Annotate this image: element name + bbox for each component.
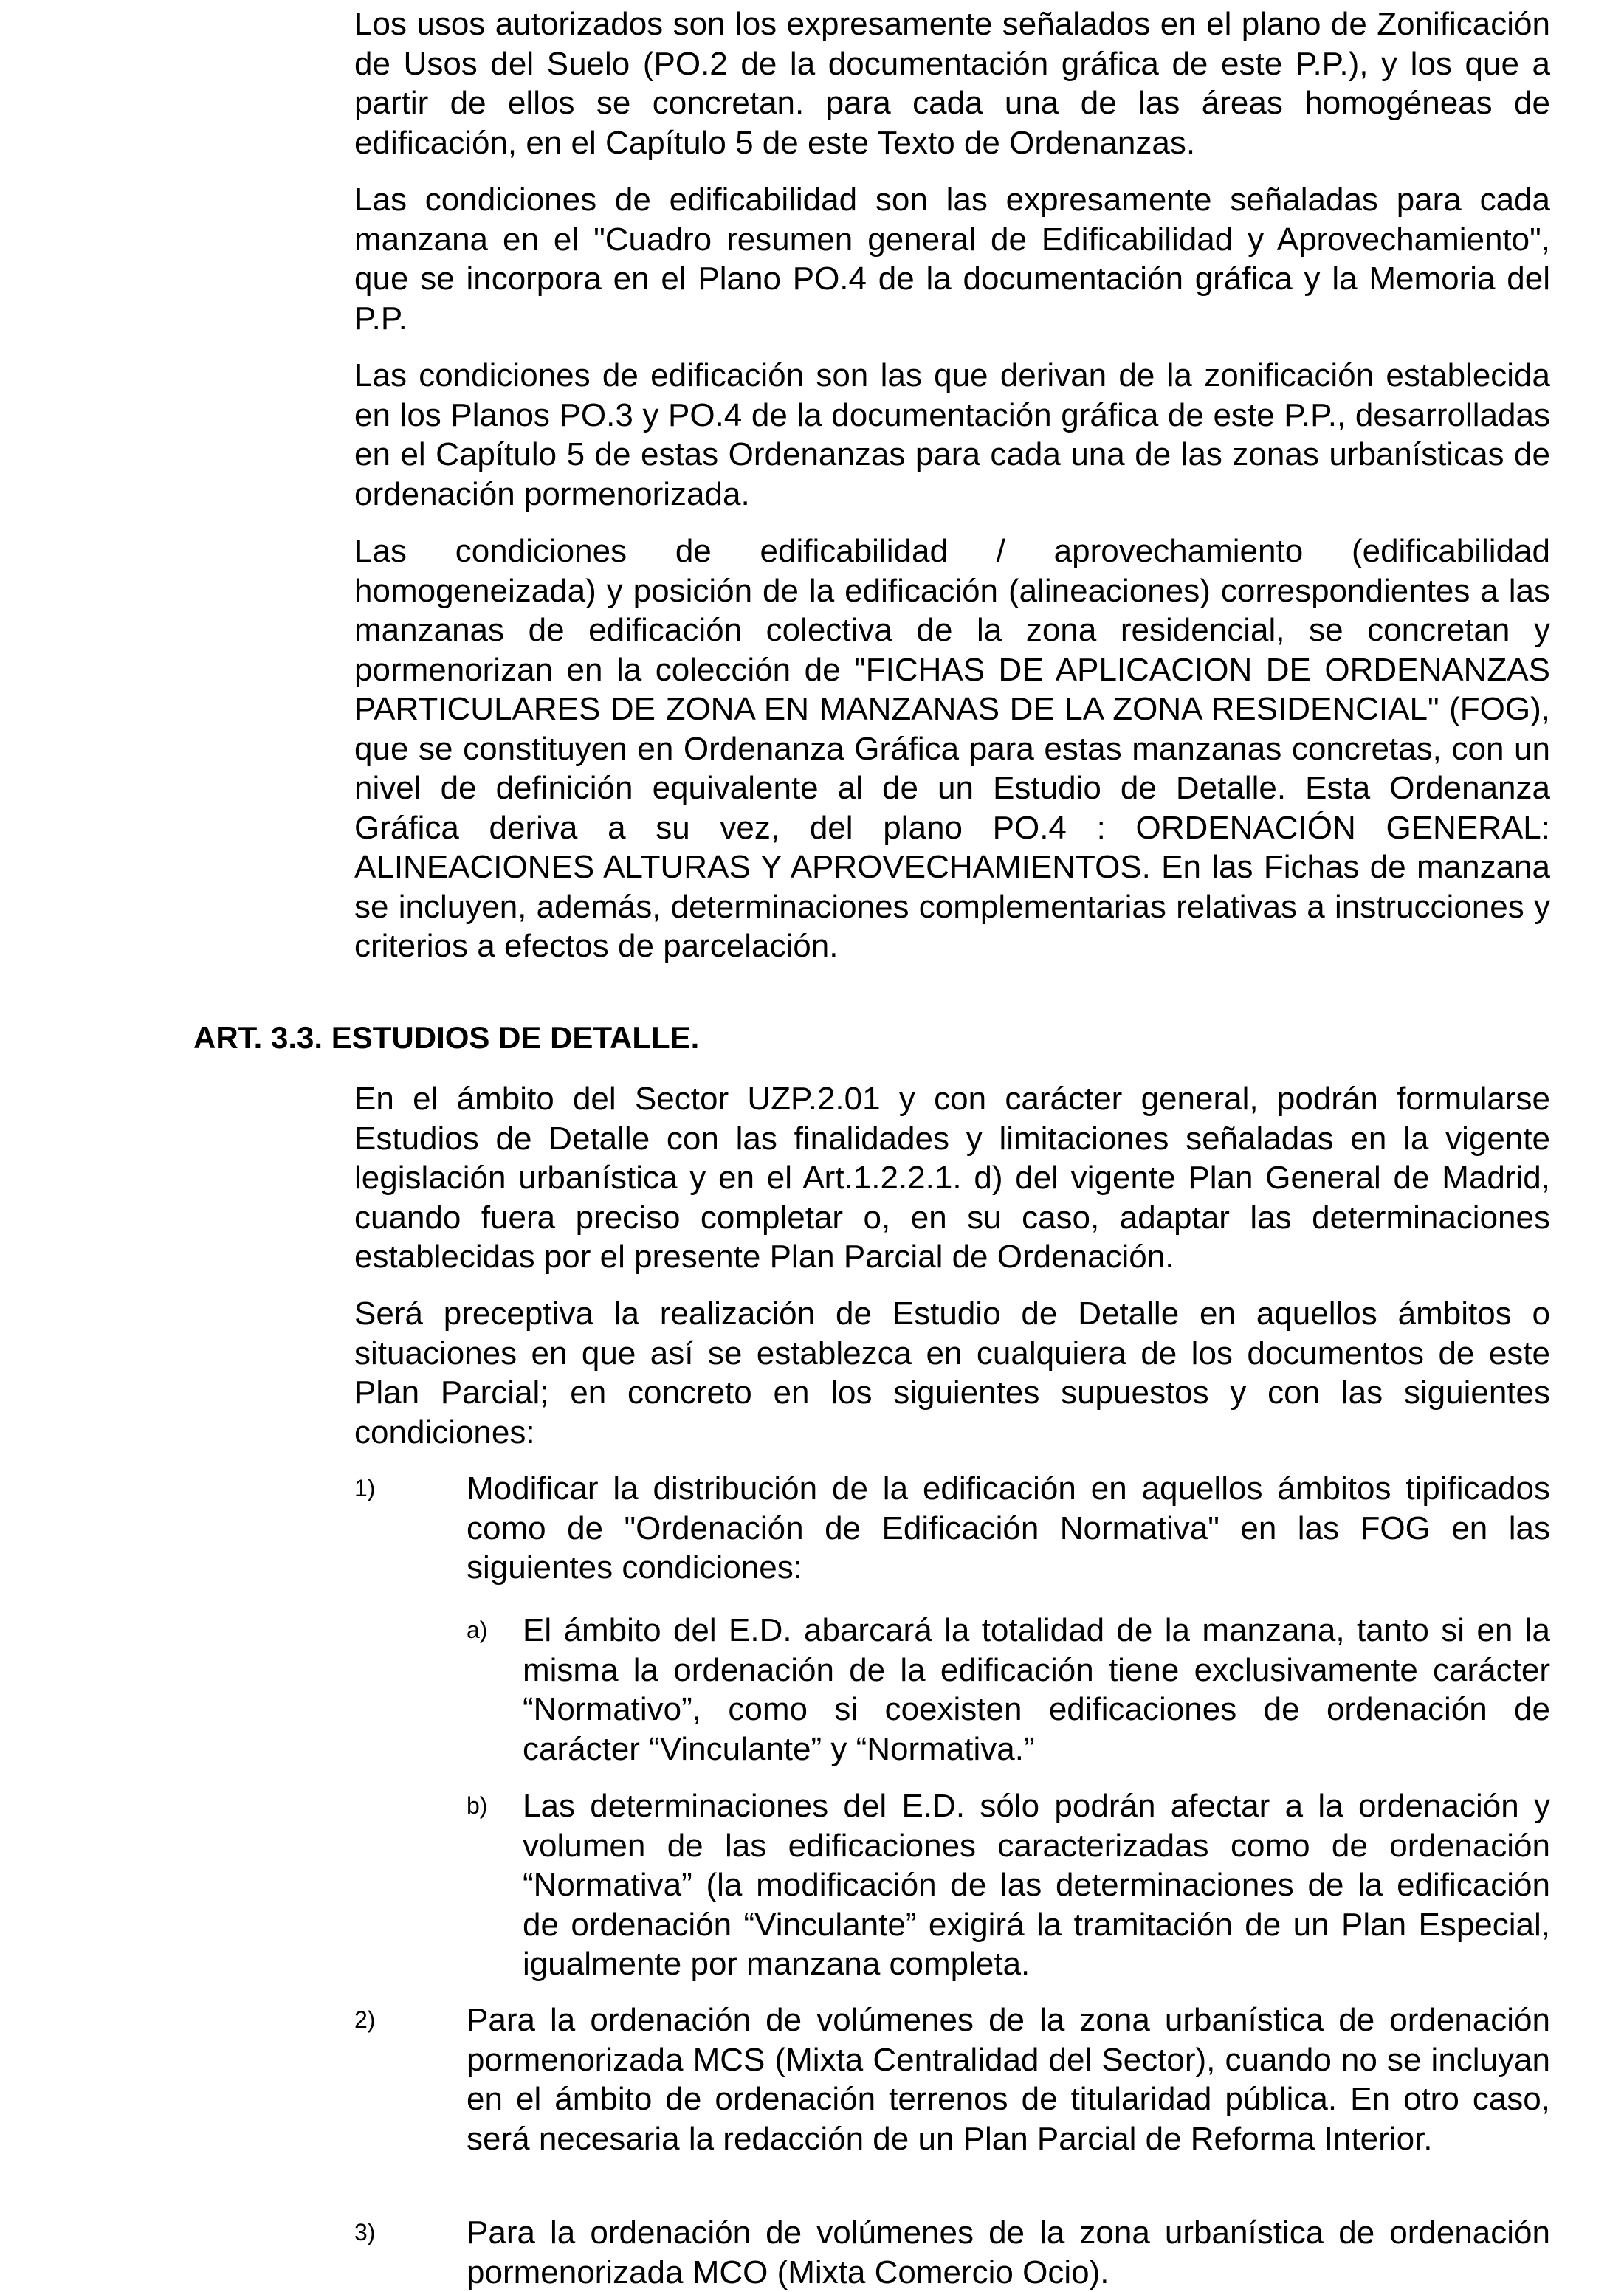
article-heading: ART. 3.3. ESTUDIOS DE DETALLE. [193,1020,700,1055]
list-item-text: Para la ordenación de volúmenes de la zona urbanística de ordenación pormenorizada MCO (Mixta Comercio Ocio). [467,2214,1550,2291]
paragraph-estudios: En el ámbito del Sector UZP.2.01 y con carácter general, podrán formularse Estudios de Detalle con las finalidades y limitaciones señaladas en la vigente legislación urbanística y en el Art.1.2.2.1. d) del vigente Plan General de Madrid, cuando fuera preciso completar o, en su caso, adaptar las determinaciones establecidas por el presente Plan Parcial de Ordenación. [354,1081,1550,1275]
paragraph-fichas: Las condiciones de edificabilidad / aprovechamiento (edificabilidad homogeneizada) y posición de la edificación (alineaciones) correspondientes a las manzanas de edificación colectiva de la zona residencial, se concretan y pormenorizan en la colección de "FICHAS DE APLICACION DE ORDENANZAS PARTICULARES DE ZONA EN MANZANAS DE LA ZONA RESIDENCIAL" (FOG), que se constituyen en Ordenanza Gráfica para estas manzanas concretas, con un nivel de definición equivalente al de un Estudio de Detalle. Esta Ordenanza Gráfica deriva a su vez, del plano PO.4 : ORDENACIÓN GENERAL: ALINEACIONES ALTURAS Y APROVECHAMIENTOS. En las Fichas de manzana se incluyen, además, determinaciones complementarias relativas a instrucciones y criterios a efectos de parcelación. [354,533,1550,964]
sub-list-item-letter: b) [467,1792,488,1819]
paragraph-preceptiva: Será preceptiva la realización de Estudio de Detalle en aquellos ámbitos o situaciones en que así se establezca en cualquiera de los documentos de este Plan Parcial; en concreto en los siguientes supuestos y con las siguientes condiciones: [354,1295,1550,1450]
list-item-text: Para la ordenación de volúmenes de la zona urbanística de ordenación pormenorizada MCS (Mixta Centralidad del Sector), cuando no se incluyan en el ámbito de ordenación terrenos de titularidad pública. En otro caso, será necesaria la redacción de un Plan Parcial de Reforma Interior. [467,2002,1550,2157]
list-item-number: 2) [354,2006,376,2033]
sub-list-item-letter: a) [467,1617,488,1643]
list-item-text: Modificar la distribución de la edificación en aquellos ámbitos tipificados como de "Ordenación de Edificación Normativa" en las FOG en las siguientes condiciones: [467,1470,1550,1586]
paragraph-edificacion: Las condiciones de edificación son las que derivan de la zonificación establecida en los Planos PO.3 y PO.4 de la documentación gráfica de este P.P., desarrolladas en el Capítulo 5 de estas Ordenanzas para cada una de las zonas urbanísticas de ordenación pormenorizada. [354,357,1550,512]
list-item-number: 3) [354,2219,376,2245]
list-item-number: 1) [354,1475,376,1501]
paragraph-edificabilidad: Las condiciones de edificabilidad son las expresamente señaladas para cada manzana en el "Cuadro resumen general de Edificabilidad y Aprovechamiento", que se incorpora en el Plano PO.4 de la documentación gráfica y la Memoria del P.P. [354,182,1550,337]
paragraph-usos: Los usos autorizados son los expresamente señalados en el plano de Zonificación de Usos del Suelo (PO.2 de la documentación gráfica de este P.P.), y los que a partir de ellos se concretan. para cada una de las áreas homogéneas de edificación, en el Capítulo 5 de este Texto de Ordenanzas. [354,6,1550,161]
sub-list-item-text: Las determinaciones del E.D. sólo podrán afectar a la ordenación y volumen de las edificaciones caracterizadas como de ordenación “Normativa” (la modificación de las determinaciones de la edificación de ordenación “Vinculante” exigirá la tramitación de un Plan Especial, igualmente por manzana completa. [523,1788,1550,1982]
sub-list-item-text: El ámbito del E.D. abarcará la totalidad de la manzana, tanto si en la misma la ordenación de la edificación tiene exclusivamente carácter “Normativo”, como si coexisten edificaciones de ordenación de carácter “Vinculante” y “Normativa.” [523,1612,1550,1767]
